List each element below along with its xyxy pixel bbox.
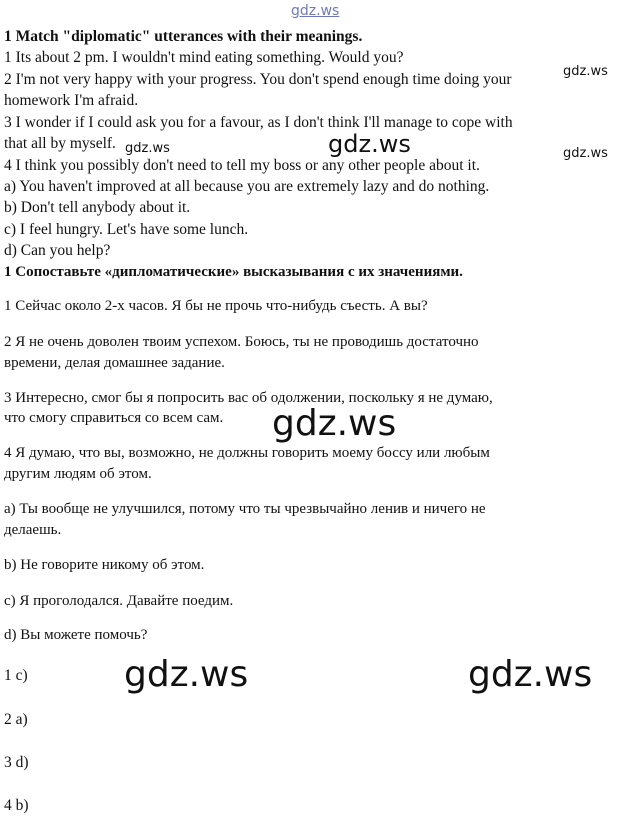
english-option-b: b) Don't tell anybody about it. xyxy=(4,199,191,216)
english-line-2a: 2 I'm not very happy with your progress. You don't spend enough time doing your xyxy=(4,71,512,88)
watermark-large-right: gdz.ws xyxy=(468,654,593,695)
russian-option-b: b) Не говорите никому об этом. xyxy=(4,557,205,573)
answer-1: 1 c) xyxy=(4,667,28,684)
watermark-small-3: gdz.ws xyxy=(563,146,608,161)
russian-line-1: 1 Сейчас около 2-х часов. Я бы не прочь что-нибудь съесть. А вы? xyxy=(4,298,428,314)
russian-line-3a: 3 Интересно, смог бы я попросить вас об одолжении, поскольку я не думаю, xyxy=(4,390,493,406)
russian-line-4b: другим людям об этом. xyxy=(4,466,152,482)
english-option-a: a) You haven't improved at all because you are extremely lazy and do nothing. xyxy=(4,178,490,195)
watermark-medium: gdz.ws xyxy=(328,130,411,158)
russian-line-4a: 4 Я думаю, что вы, возможно, не должны говорить моему боссу или любым xyxy=(4,445,490,461)
russian-option-d: d) Вы можете помочь? xyxy=(4,627,148,643)
watermark-top-link[interactable]: gdz.ws xyxy=(291,3,340,19)
watermark-small-1: gdz.ws xyxy=(563,64,608,79)
english-line-1: 1 Its about 2 pm. I wouldn't mind eating something. Would you? xyxy=(4,49,404,66)
english-line-2b: homework I'm afraid. xyxy=(4,92,139,109)
english-option-d: d) Can you help? xyxy=(4,242,111,259)
watermark-large-center: gdz.ws xyxy=(272,403,397,444)
russian-option-a1: a) Ты вообще не улучшился, потому что ты чрезвычайно ленив и ничего не xyxy=(4,501,486,517)
english-line-4: 4 I think you possibly don't need to tell my boss or any other people about it. xyxy=(4,157,480,174)
english-heading: 1 Match "diplomatic" utterances with their meanings. xyxy=(4,28,363,45)
english-line-3b: that all by myself. xyxy=(4,135,116,152)
russian-option-c: c) Я проголодался. Давайте поедим. xyxy=(4,593,234,609)
answer-4: 4 b) xyxy=(4,797,29,814)
watermark-small-2: gdz.ws xyxy=(125,141,170,156)
russian-option-a2: делаешь. xyxy=(4,522,62,538)
russian-heading: 1 Сопоставьте «дипломатические» высказывания с их значениями. xyxy=(4,264,463,280)
russian-line-3b: что смогу справиться со всем сам. xyxy=(4,410,224,426)
answer-3: 3 d) xyxy=(4,754,29,771)
watermark-large-left: gdz.ws xyxy=(124,654,249,695)
answer-2: 2 a) xyxy=(4,711,28,728)
english-option-c: c) I feel hungry. Let's have some lunch. xyxy=(4,221,249,238)
russian-line-2b: времени, делая домашнее задание. xyxy=(4,355,225,371)
english-line-3a: 3 I wonder if I could ask you for a favour, as I don't think I'll manage to cope with xyxy=(4,114,513,131)
russian-line-2a: 2 Я не очень доволен твоим успехом. Боюсь, ты не проводишь достаточно xyxy=(4,334,479,350)
